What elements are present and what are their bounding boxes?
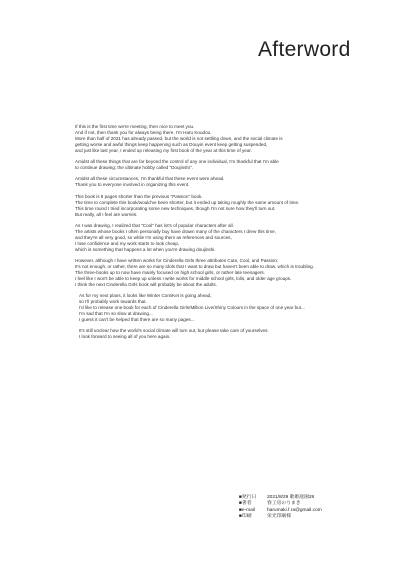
- text-line: to continue drawing; the ultimate hobby called "Doujinshi".: [75, 165, 193, 171]
- text-line: This time round I tried incorporating some new techniques, though I'm not sure how they'll turn out.: [75, 205, 276, 211]
- afterword-body: [75, 124, 380, 346]
- text-line: and just like last year, I ended up releasing my first book of the year at this time of year.: [75, 148, 252, 153]
- text-line: I guess it can't be helped that there are so many pages...: [79, 317, 195, 323]
- colophon-label: ■e-mail: [239, 507, 255, 513]
- text-line: More than half of 2021 has already passed, but the world is not settling down, and the social climate is: [75, 136, 283, 141]
- text-line: It's not enough, or rather, there are so many idols that I want to draw but haven't been able to draw, which is troubling.: [75, 263, 314, 269]
- paragraph: [75, 223, 380, 253]
- text-line: But really, all I feel are worries.: [75, 211, 138, 217]
- colophon-row: [239, 514, 322, 520]
- text-line: so I'll probably work towards that.: [79, 299, 147, 305]
- text-line: As I was drawing, I realized that "Cool" has lot's of popular characters after all.: [75, 222, 234, 228]
- text-line: Amidst all these circumstances, I'm thankful that these event were ahead.: [75, 176, 225, 182]
- paragraph: [75, 194, 380, 218]
- text-line: As for my next plans, it looks like Winter ComiKet is going ahead,: [79, 293, 212, 299]
- text-line: I think the next Cinderella Girls book will probably be about the adults.: [75, 281, 217, 287]
- text-line: If this is the first time we're meeting, then nice to meet you.: [75, 124, 195, 129]
- text-line: However, although I have written works for Cinderella Girls three attributes Cute, Cool, and Passion;: [75, 257, 279, 263]
- text-line: And if not, then thank you for always being there. I'm Haru Koudou.: [75, 130, 212, 135]
- text-line: which is something that happens a lot when you're drawing doujinshi.: [75, 246, 216, 252]
- text-line: I feel like I won't be able to keep up unless I write works for middle school girls, lolis, and older age groups.: [75, 275, 292, 281]
- text-line: The artists whose books I often personally buy have drawn many of the characters I drew this time,: [75, 228, 276, 234]
- text-line: This book is 8 pages shorter than the previous "Passion" book.: [75, 193, 203, 199]
- colophon-value: 2021/8/29 歌姫庭園28: [267, 495, 315, 500]
- text-line: I'm sad that I'm so slow at drawing...: [79, 311, 153, 317]
- page-title: Afterword: [258, 38, 351, 61]
- colophon-label: ■著者: [239, 501, 252, 507]
- text-line: It's still unclear how the world's social climate will turn out, but please take care of yourselves.: [79, 328, 269, 334]
- colophon-value: harumaki.f.ra@gmail.com: [267, 507, 322, 513]
- paragraph: [75, 159, 380, 171]
- text-line: I look forward to seeing all of you here again.: [79, 334, 171, 340]
- text-line: Amidst all these things that are far beyond the control of any one individual, I'm thankful that I'm able: [75, 159, 279, 165]
- colophon-label: ■印刷: [239, 514, 252, 520]
- colophon-value: 栄光印刷様: [267, 514, 291, 520]
- paragraph: [75, 293, 380, 323]
- text-line: I'd like to release one book for each of Cinderella Girls/Million Live/Shiny Colours in the space of one year but...: [79, 305, 305, 311]
- text-line: I lose confidence and my work starts to look cheap,: [75, 240, 180, 246]
- text-line: and they're all very good, so while I'm using them as references and sources,: [75, 234, 232, 240]
- text-line: getting worse and awful things keep happening such as Douyin event keep getting suspended,: [75, 142, 268, 147]
- paragraph: [75, 328, 380, 340]
- text-line: The three-books up to now have mainly focused on high school girls, or rather late teenagers.: [75, 269, 265, 275]
- text-line: Thank you to everyone involved in organizing this event.: [75, 182, 190, 188]
- colophon-value: 春工房のりまき: [267, 501, 301, 507]
- colophon: [239, 495, 322, 521]
- text-line: The time to complete this book/would've been shorter, but it ended up taking roughly the same amount of time.: [75, 199, 300, 205]
- paragraph: [75, 124, 380, 154]
- paragraph: [75, 176, 380, 188]
- colophon-label: ■発行日: [239, 495, 257, 500]
- paragraph: [75, 258, 380, 288]
